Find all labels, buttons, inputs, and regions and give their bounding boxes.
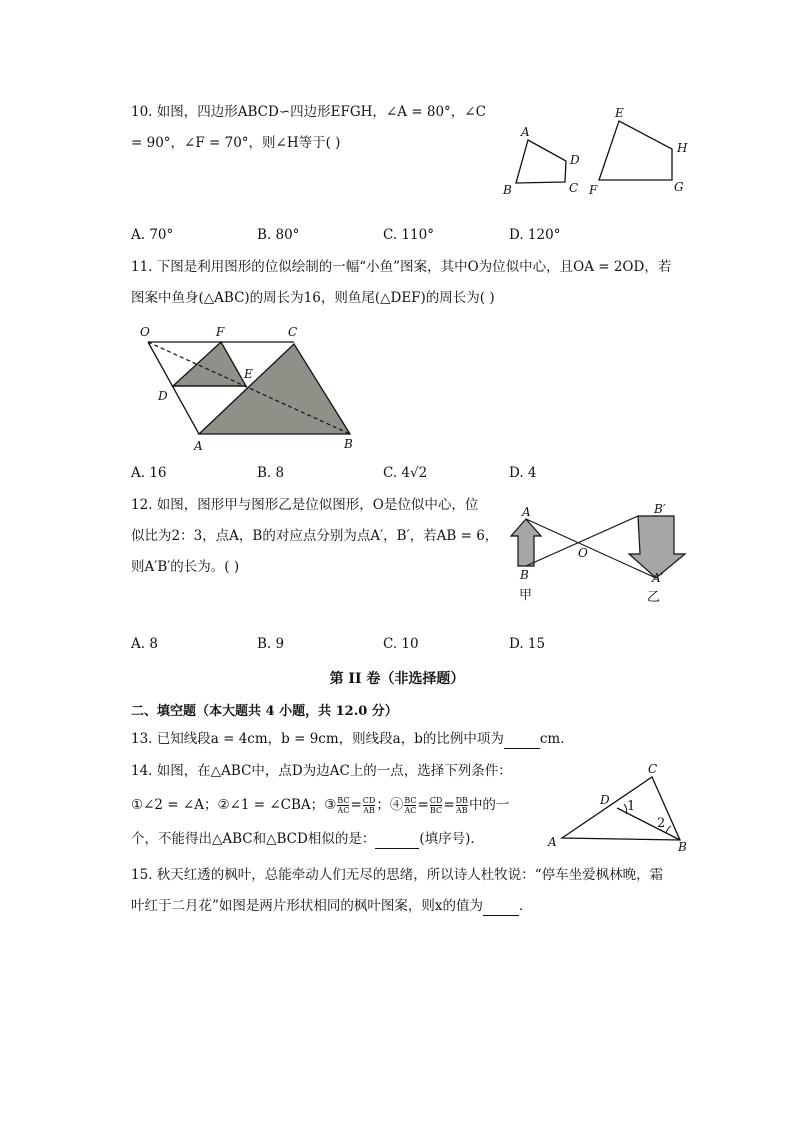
fig12-label-A: A bbox=[522, 505, 531, 519]
fig11-label-A: A bbox=[194, 439, 203, 453]
q11-line2: 图案中鱼身(△ABC)的周长为16，则鱼尾(△DEF)的周长为( ) bbox=[131, 290, 495, 306]
q12-option-c[interactable]: C. 10 bbox=[383, 636, 419, 652]
q14-condition-2: ②∠1 = ∠CBA； bbox=[217, 797, 325, 813]
q14-condition-1: ①∠2 = ∠A； bbox=[131, 797, 218, 813]
q14-fraction: $\frac{CD}{BC}$ bbox=[429, 796, 443, 815]
q14-fraction: $\frac{BC}{AC}$ bbox=[404, 796, 417, 815]
q13-answer-blank[interactable] bbox=[504, 734, 540, 749]
fig10-label-B: B bbox=[503, 183, 512, 197]
fig10-label-G: G bbox=[674, 180, 684, 194]
q15-line1: 15. 秋天红透的枫叶，总能牵动人们无尽的思绪，所以诗人杜牧说：“停车坐爱枫林晚，霜 bbox=[131, 867, 664, 883]
fig11-label-C: C bbox=[288, 325, 298, 339]
q15-text-after: ． bbox=[519, 898, 533, 914]
fig12-label-O: O bbox=[578, 546, 588, 560]
q11-option-c[interactable]: C. 4√2 bbox=[383, 465, 428, 481]
q14-condition-4-suffix: 中的一 bbox=[468, 797, 510, 813]
fig12-label-yi: 乙 bbox=[647, 590, 661, 605]
fig14-label-B: B bbox=[678, 840, 687, 854]
q10-line2: = 90°，∠F = 70°，则∠H等于( ) bbox=[131, 135, 341, 151]
fig14-label-A: A bbox=[548, 835, 557, 849]
fig14-angle-2-label: 2 bbox=[657, 816, 666, 831]
fig14-angle-1-label: 1 bbox=[627, 799, 636, 814]
q14-line3-before: 个，不能得出△ABC和△BCD相似的是： bbox=[131, 831, 376, 847]
q15-answer-blank[interactable] bbox=[483, 901, 519, 916]
q11-option-d[interactable]: D. 4 bbox=[509, 465, 537, 481]
q13-text-before: 13. 已知线段a = 4cm，b = 9cm，则线段a，b的比例中项为 bbox=[131, 731, 504, 747]
fig14-label-C: C bbox=[648, 762, 658, 776]
fig12-label-jia: 甲 bbox=[519, 588, 533, 603]
q14-fraction: $\frac{CD}{AB}$ bbox=[362, 796, 376, 815]
q10-figure bbox=[500, 104, 700, 204]
q14-fraction: $\frac{DB}{AB}$ bbox=[455, 796, 468, 815]
q13-line bbox=[131, 729, 574, 749]
fig10-label-C: C bbox=[569, 181, 579, 195]
q10-line1: 10. 如图，四边形ABCD∽四边形EFGH，∠A = 80°，∠C bbox=[131, 104, 486, 120]
q10-option-a[interactable]: A. 70° bbox=[131, 227, 174, 243]
q14-line3 bbox=[131, 829, 484, 849]
q10-option-c[interactable]: C. 110° bbox=[383, 227, 434, 243]
section-title: 第 II 卷（非选择题） bbox=[329, 671, 465, 687]
q14-line3-after: (填序号)． bbox=[419, 831, 484, 847]
fig11-label-E: E bbox=[244, 367, 253, 381]
q14-answer-blank[interactable] bbox=[375, 834, 419, 849]
fig11-label-B: B bbox=[344, 437, 353, 451]
q10-option-b[interactable]: B. 80° bbox=[257, 227, 300, 243]
q12-line1: 12. 如图，图形甲与图形乙是位似图形，O是位似中心，位 bbox=[131, 497, 479, 513]
fig11-label-F: F bbox=[216, 325, 225, 339]
q14-equals: = bbox=[443, 797, 455, 813]
q12-option-b[interactable]: B. 9 bbox=[257, 636, 285, 652]
fig14-label-D: D bbox=[600, 793, 610, 807]
fig10-label-H: H bbox=[677, 141, 688, 155]
q10-option-d[interactable]: D. 120° bbox=[509, 227, 561, 243]
q15-text-before: 叶红于二月花”如图是两片形状相同的枫叶图案，则x的值为 bbox=[131, 898, 484, 914]
q11-fish-figure bbox=[138, 320, 368, 455]
q11-option-b[interactable]: B. 8 bbox=[257, 465, 285, 481]
q12-option-d[interactable]: D. 15 bbox=[509, 636, 546, 652]
fill-in-header: 二、填空题（本大题共 4 小题，共 12.0 分） bbox=[131, 704, 398, 719]
fig12-label-A-prime: A′ bbox=[652, 571, 664, 585]
q11-option-a[interactable]: A. 16 bbox=[131, 465, 167, 481]
q14-equals: = bbox=[350, 797, 362, 813]
q12-option-a[interactable]: A. 8 bbox=[131, 636, 158, 652]
q13-text-after: cm． bbox=[539, 731, 574, 747]
q12-figure bbox=[498, 498, 698, 608]
fig10-label-D: D bbox=[570, 153, 580, 167]
q14-line2 bbox=[131, 795, 509, 815]
fig10-label-E: E bbox=[615, 106, 624, 120]
q11-line1: 11. 下图是利用图形的位似绘制的一幅“小鱼”图案，其中O为位似中心，且OA = 2OD，若 bbox=[131, 259, 672, 275]
q14-condition-3-prefix: ③ bbox=[324, 797, 337, 813]
q12-line3: 则A′B′的长为。( ) bbox=[131, 559, 240, 575]
fig11-label-D: D bbox=[158, 389, 168, 403]
fig12-label-B: B bbox=[520, 568, 529, 582]
q14-line1: 14. 如图，在△ABC中，点D为边AC上的一点，选择下列条件： bbox=[131, 763, 512, 779]
q14-condition-4-prefix: ；④ bbox=[376, 797, 404, 813]
q14-equals: = bbox=[417, 797, 429, 813]
fig11-label-O: O bbox=[140, 325, 150, 339]
q15-line2 bbox=[131, 896, 533, 916]
fig10-label-F: F bbox=[589, 183, 598, 197]
q14-fraction: $\frac{BC}{AC}$ bbox=[337, 796, 350, 815]
fig12-label-B-prime: B′ bbox=[654, 502, 666, 516]
q14-triangle-figure bbox=[544, 760, 694, 855]
q12-line2: 似比为2：3，点A，B的对应点分别为点A′，B′，若AB = 6， bbox=[131, 528, 499, 544]
fig10-label-A: A bbox=[521, 125, 530, 139]
